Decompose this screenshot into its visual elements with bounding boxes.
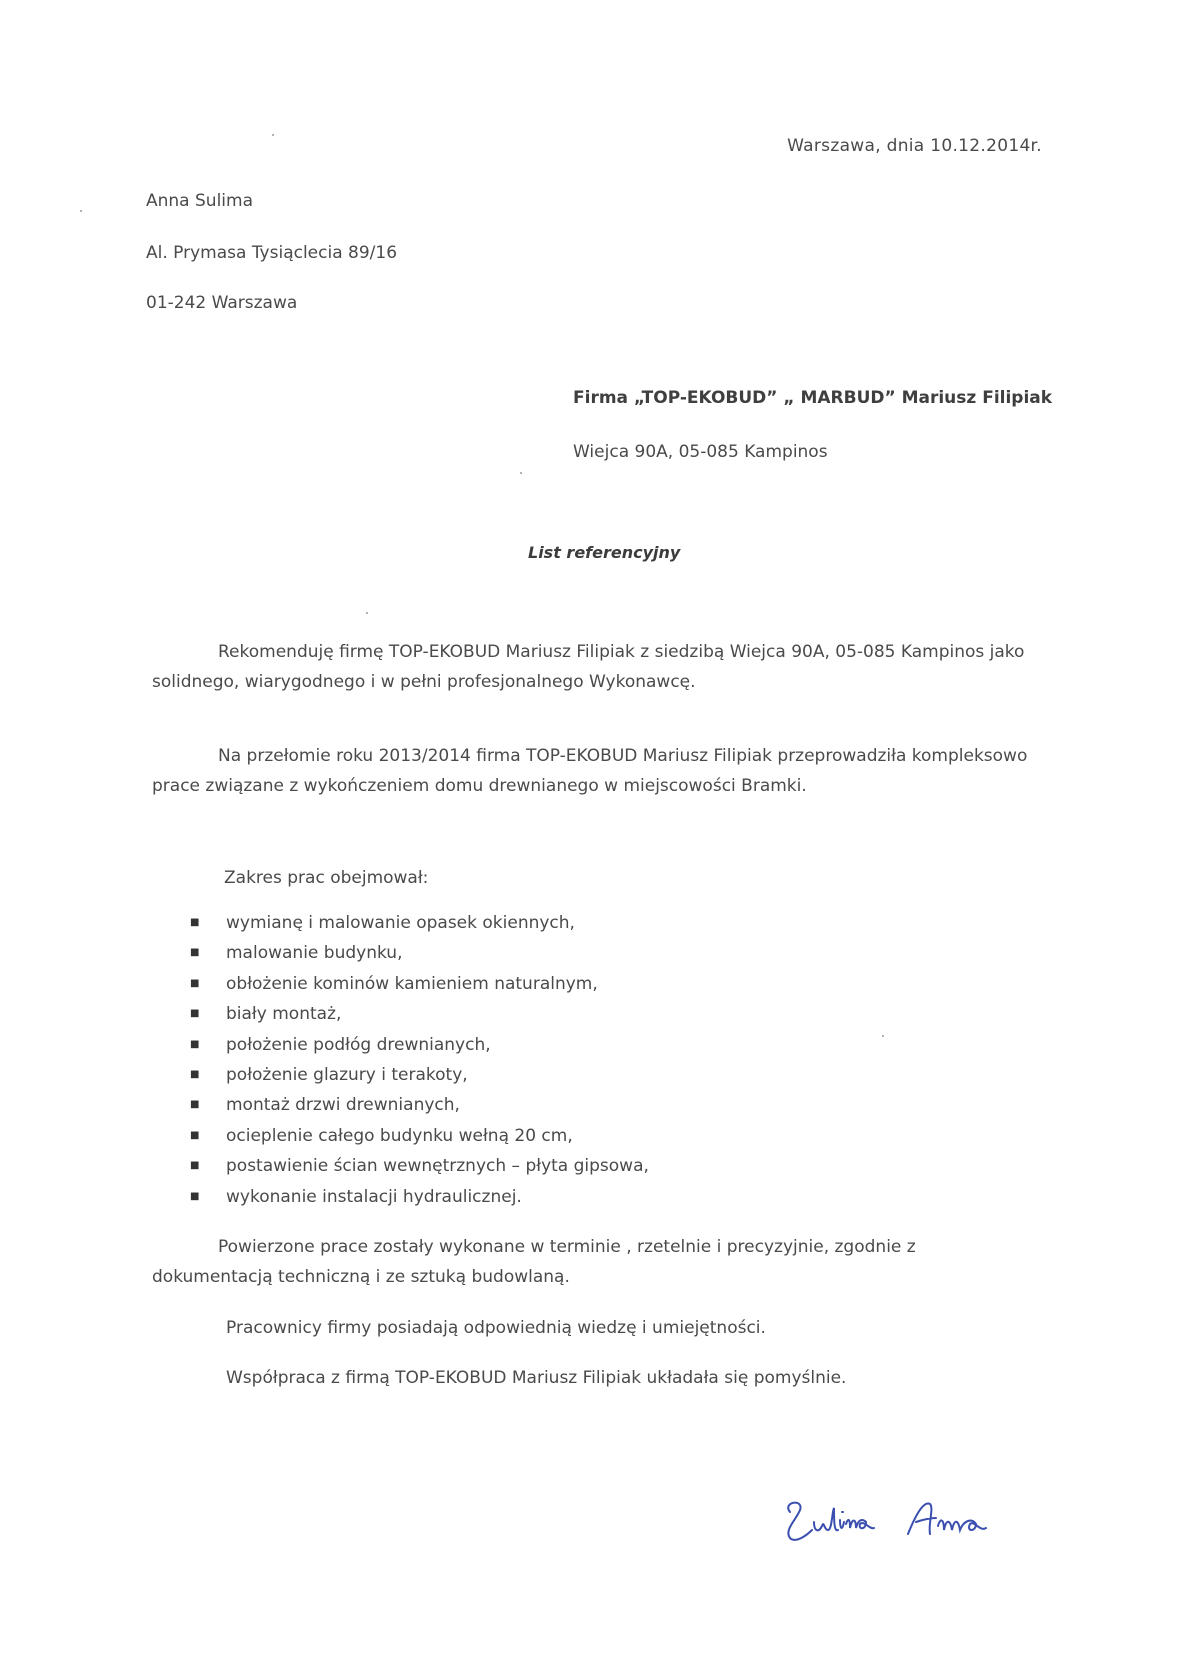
- bullet-icon: ■: [190, 1008, 200, 1020]
- list-item: ■ malowanie budynku,: [190, 938, 649, 968]
- paragraph-quality-text: Powierzone prace zostały wykonane w terminie , rzetelnie i precyzyjnie, zgodnie z dokumentacją techniczną i ze sztuką budowlaną.: [152, 1237, 916, 1287]
- bullet-icon: ■: [190, 1160, 200, 1172]
- scan-speck: [366, 612, 368, 614]
- recipient-name: Firma „TOP-EKOBUD” „ MARBUD” Mariusz Filipiak: [573, 388, 1053, 408]
- list-item: ■ montaż drzwi drewnianych,: [190, 1090, 649, 1120]
- paragraph-project-text: Na przełomie roku 2013/2014 firma TOP-EKOBUD Mariusz Filipiak przeprowadziła kompleksowo prace związane z wykończeniem domu drewnianego w miejscowości Bramki.: [152, 746, 1028, 796]
- list-item: ■ wymianę i malowanie opasek okiennych,: [190, 908, 649, 938]
- list-item: ■ położenie podłóg drewnianych,: [190, 1030, 649, 1060]
- recipient-address: Wiejca 90A, 05-085 Kampinos: [573, 442, 828, 462]
- bullet-icon: ■: [190, 1068, 200, 1080]
- paragraph-cooperation: Współpraca z firmą TOP-EKOBUD Mariusz Filipiak układała się pomyślnie.: [226, 1368, 847, 1388]
- scan-speck: [80, 210, 82, 212]
- list-item: ■ wykonanie instalacji hydraulicznej.: [190, 1182, 649, 1212]
- list-item: ■ obłożenie kominów kamieniem naturalnym,: [190, 969, 649, 999]
- bullet-icon: ■: [190, 1099, 200, 1111]
- paragraph-quality: [152, 1232, 1032, 1292]
- scan-speck: [272, 134, 274, 136]
- bullet-icon: ■: [190, 917, 200, 928]
- scan-speck: [882, 1035, 884, 1037]
- paragraph-recommendation: [152, 637, 1032, 697]
- list-item: ■ ocieplenie całego budynku wełną 20 cm,: [190, 1121, 649, 1151]
- list-item: ■ położenie glazury i terakoty,: [190, 1060, 649, 1090]
- list-item: ■ biały montaż,: [190, 999, 649, 1029]
- scope-intro: Zakres prac obejmował:: [224, 868, 429, 888]
- sender-name: Anna Sulima: [146, 191, 253, 211]
- list-item: ■ postawienie ścian wewnętrznych – płyta gipsowa,: [190, 1151, 649, 1181]
- sender-street: Al. Prymasa Tysiąclecia 89/16: [146, 243, 398, 263]
- sender-city: 01-242 Warszawa: [146, 293, 298, 313]
- scan-speck: [520, 472, 522, 474]
- paragraph-recommendation-text: Rekomenduję firmę TOP-EKOBUD Mariusz Filipiak z siedzibą Wiejca 90A, 05-085 Kampinos jako solidnego, wiarygodnego i w pełni profesjonalnego Wykonawcę.: [152, 642, 1025, 692]
- scope-list: [190, 908, 649, 1212]
- bullet-icon: ■: [190, 1038, 200, 1050]
- bullet-icon: ■: [190, 947, 200, 959]
- paragraph-project: [152, 741, 1032, 801]
- letter-date: Warszawa, dnia 10.12.2014r.: [787, 136, 1042, 156]
- paragraph-staff: Pracownicy firmy posiadają odpowiednią wiedzę i umiejętności.: [226, 1318, 766, 1338]
- bullet-icon: ■: [190, 1190, 200, 1202]
- bullet-icon: ■: [190, 977, 200, 989]
- handwritten-signature: [780, 1490, 1010, 1550]
- bullet-icon: ■: [190, 1129, 200, 1141]
- letter-title: List referencyjny: [528, 543, 681, 562]
